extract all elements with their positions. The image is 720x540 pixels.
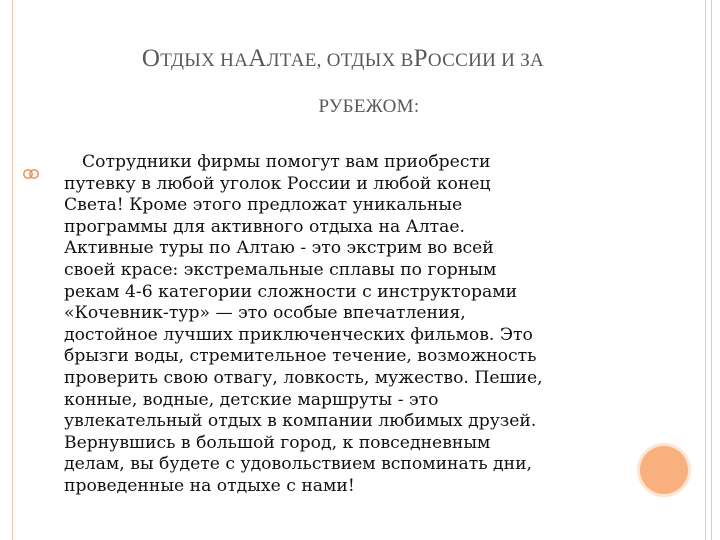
title-seg2-rest: ЛТАЕ, ОТДЫХ В [266, 50, 414, 71]
title-seg1-rest: ТДЫХ НА [160, 50, 249, 71]
title-seg2-first: А [248, 45, 267, 72]
title-seg1-first: О [141, 45, 161, 72]
circle-bullet-icon [21, 166, 43, 182]
title-line-2: РУБЕЖОМ: [318, 96, 420, 117]
title-seg3-first: Р [413, 45, 428, 72]
body-paragraph: Сотрудники фирмы помогут вам приобрести путевку в любой уголок России и любой конец Света! Кроме этого предложат уникальные программы для активного отдыха на Алтае. Активные туры по Алтаю - это экстрим во всей своей красе: экстремальные сплавы по горным рекам 4-6 категории сложности с инструкторами «Кочевник-тур» — это особые впечатления, достойное лучших приключенческих фильмов. Это брызги воды, стремительное течение, возможность проверить свою отвагу, ловкость, мужество. Пешие, конные, водные, детские маршруты - это увлекательный отдых в компании любимых друзей. Вернувшись в большой город, к повседневным делам, вы будете с удовольствием вспоминать дни, проведенные на отдыхе с нами! [64, 152, 543, 496]
title-line-1 [0, 42, 720, 78]
decorative-circle [640, 446, 688, 494]
title-seg3-rest: ОССИИ И ЗА [427, 50, 545, 71]
slide-title [0, 42, 720, 124]
